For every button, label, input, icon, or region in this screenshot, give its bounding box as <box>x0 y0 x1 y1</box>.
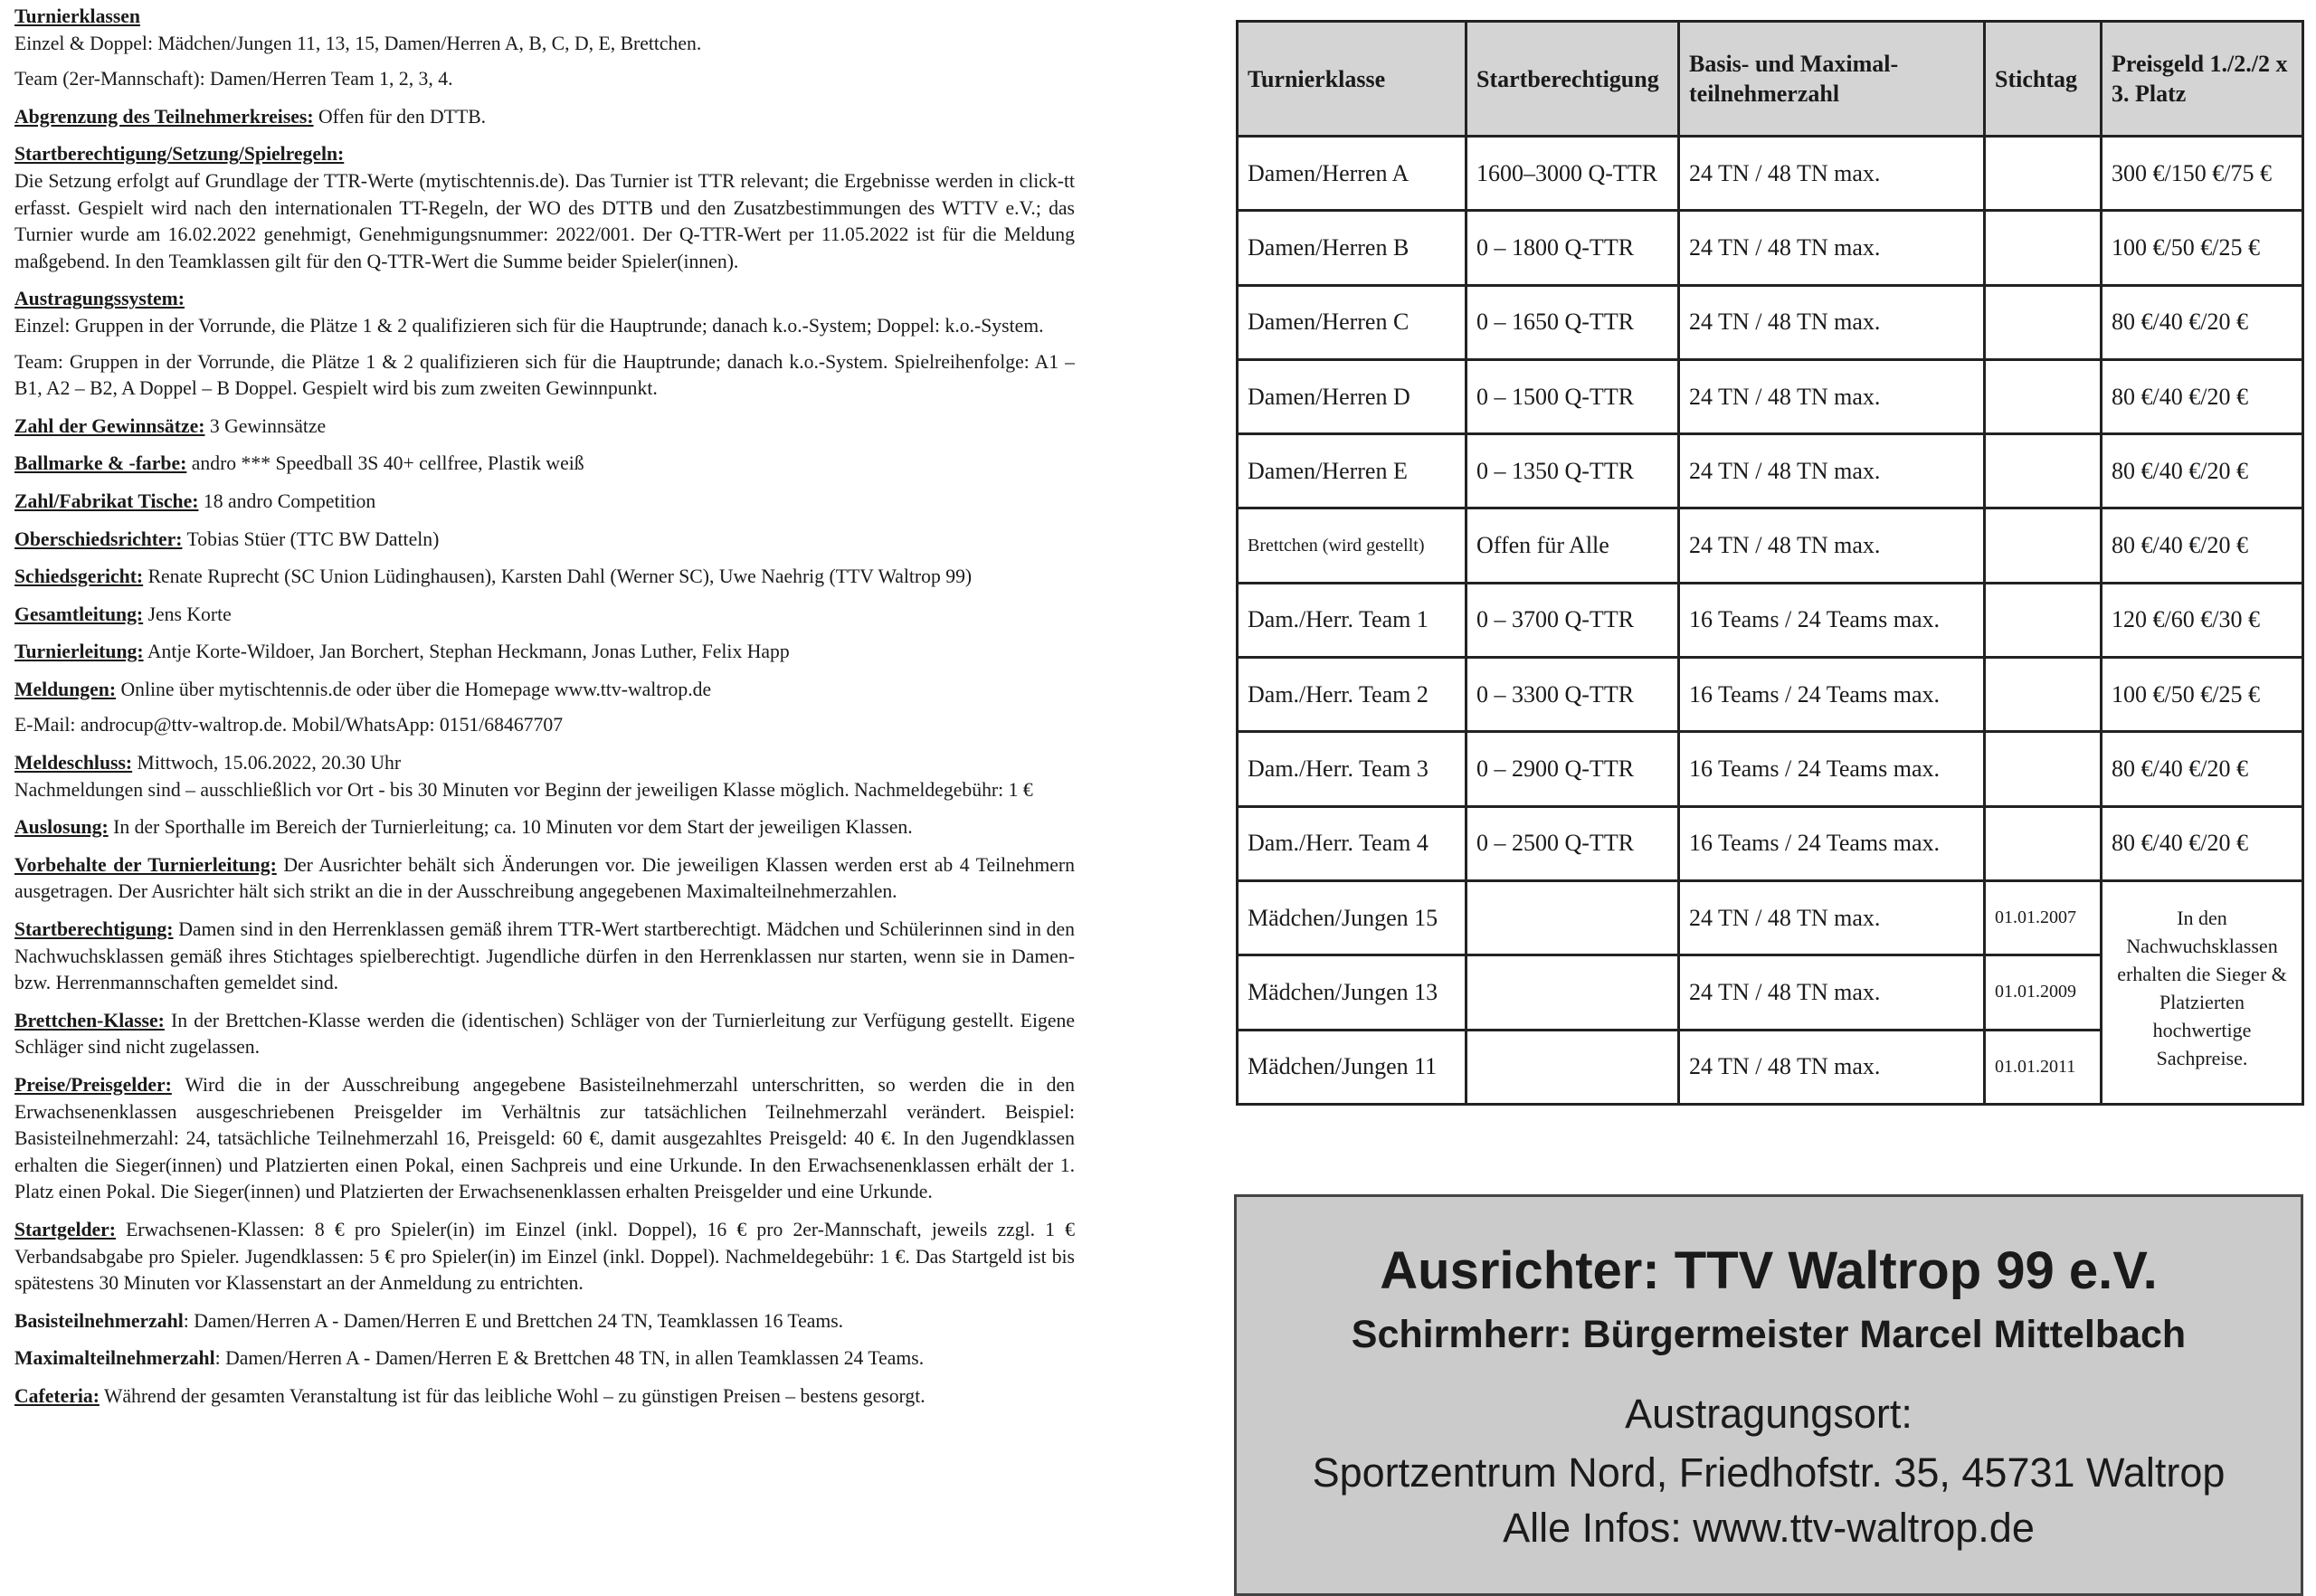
website-line: Alle Infos: www.ttv-waltrop.de <box>1503 1505 2035 1551</box>
cell-stichtag <box>1985 211 2102 285</box>
text-ballmarke: andro *** Speedball 3S 40+ cellfree, Plastik weiß <box>186 452 584 475</box>
cell-stichtag: 01.01.2011 <box>1985 1030 2102 1104</box>
cell-stichtag <box>1985 508 2102 583</box>
cell-tn: 24 TN / 48 TN max. <box>1679 880 1985 955</box>
text-contact: E-Mail: androcup@ttv-waltrop.de. Mobil/WhatsApp: 0151/68467707 <box>14 714 564 736</box>
cell-tn: 24 TN / 48 TN max. <box>1679 434 1985 508</box>
section-startberechtigung-setzung <box>14 141 1075 275</box>
text-abgrenzung: Offen für den DTTB. <box>313 105 487 128</box>
heading-basisteilnehmerzahl: Basisteilnehmerzahl <box>14 1309 184 1332</box>
table-row <box>1238 880 2303 955</box>
cell-preis: 120 €/60 €/30 € <box>2102 583 2303 657</box>
turnierklassen-team: Team (2er-Mannschaft): Damen/Herren Team 1, 2, 3, 4. <box>14 68 453 90</box>
text-auslosung: In der Sporthalle im Bereich der Turnierleitung; ca. 10 Minuten vor dem Start der jeweiligen Klassen. <box>108 816 913 839</box>
cell-tn: 24 TN / 48 TN max. <box>1679 211 1985 285</box>
cell-preis: 80 €/40 €/20 € <box>2102 732 2303 806</box>
table-row <box>1238 583 2303 657</box>
header-turnierklasse: Turnierklasse <box>1238 22 1466 137</box>
text-meldungen: Online über mytischtennis.de oder über die Homepage www.ttv-waltrop.de <box>116 678 712 700</box>
section-gesamtleitung <box>14 602 1075 629</box>
ort-address: Sportzentrum Nord, Friedhofstr. 35, 45731 Waltrop <box>1312 1449 2226 1496</box>
cell-klasse: Dam./Herr. Team 4 <box>1238 806 1466 880</box>
section-brettchen <box>14 1008 1075 1061</box>
heading-vorbehalte: Vorbehalte der Turnierleitung: <box>14 853 277 876</box>
heading-gewinnsaetze: Zahl der Gewinnsätze: <box>14 414 205 437</box>
table-row <box>1238 285 2303 359</box>
text-basisteilnehmerzahl: : Damen/Herren A - Damen/Herren E und Brettchen 24 TN, Teamklassen 16 Teams. <box>183 1309 844 1332</box>
text-vorbehalte: Der Ausrichter behält sich Änderungen vor. Die jeweiligen Klassen werden erst ab 4 Teilnehmern ausgetragen. Der Ausrichter hält sich strikt an die in der Ausschreibung angegebenen Maximalteilnehmerzahlen. <box>14 853 1075 903</box>
cell-klasse: Damen/Herren C <box>1238 285 1466 359</box>
heading-ballmarke: Ballmarke & -farbe: <box>14 452 187 475</box>
section-schiedsgericht <box>14 564 1075 591</box>
cell-start: 1600–3000 Q-TTR <box>1466 137 1679 211</box>
heading-cafeteria: Cafeteria: <box>14 1384 100 1407</box>
section-auslosung <box>14 814 1075 841</box>
cell-stichtag <box>1985 658 2102 732</box>
youth-prize-note: In den Nachwuchsklassen erhalten die Sieger & Platzierten hochwertige Sachpreise. <box>2102 880 2303 1104</box>
cell-tn: 24 TN / 48 TN max. <box>1679 137 1985 211</box>
heading-brettchen: Brettchen-Klasse: <box>14 1009 165 1031</box>
turnierklassen-einzel: Einzel & Doppel: Mädchen/Jungen 11, 13, 15, Damen/Herren A, B, C, D, E, Brettchen. <box>14 32 702 54</box>
header-preisgeld: Preisgeld 1./2./2 x 3. Platz <box>2102 22 2303 137</box>
text-startberechtigung-setzung: Die Setzung erfolgt auf Grundlage der TTR-Werte (mytischtennis.de). Das Turnier ist TTR relevant; die Ergebnisse werden in click-tt erfasst. Gespielt wird nach den internationalen TT-Regeln, der WO des DTTB und den Zusatzbestimmungen des WTTV e.V.; das Turnier wurde am 16.02.2022 genehmigt, Genehmigungsnummer: 2022/001. Der Q-TTR-Wert per 11.05.2022 ist für die Meldung maßgebend. In den Teamklassen gilt für den Q-TTR-Wert die Summe beider Spieler(innen). <box>14 169 1075 272</box>
cell-tn: 24 TN / 48 TN max. <box>1679 359 1985 433</box>
section-vorbehalte <box>14 852 1075 906</box>
cell-tn: 16 Teams / 24 Teams max. <box>1679 732 1985 806</box>
cell-tn: 24 TN / 48 TN max. <box>1679 955 1985 1030</box>
cell-klasse: Dam./Herr. Team 1 <box>1238 583 1466 657</box>
cell-start <box>1466 880 1679 955</box>
cell-start: 0 – 1350 Q-TTR <box>1466 434 1679 508</box>
cell-stichtag: 01.01.2007 <box>1985 880 2102 955</box>
text-tische: 18 andro Competition <box>198 489 376 512</box>
cell-klasse: Mädchen/Jungen 15 <box>1238 880 1466 955</box>
text-gewinnsaetze: 3 Gewinnsätze <box>204 414 327 437</box>
header-stichtag: Stichtag <box>1985 22 2102 137</box>
table-row <box>1238 658 2303 732</box>
cell-stichtag <box>1985 434 2102 508</box>
table-row <box>1238 359 2303 433</box>
section-turnierklassen <box>14 4 1075 93</box>
cell-preis: 80 €/40 €/20 € <box>2102 806 2303 880</box>
text-turnierleitung: Antje Korte-Wildoer, Jan Borchert, Stephan Heckmann, Jonas Luther, Felix Happ <box>143 641 790 663</box>
text-maximalteilnehmerzahl: : Damen/Herren A - Damen/Herren E & Brettchen 48 TN, in allen Teamklassen 24 Teams. <box>214 1347 925 1370</box>
heading-abgrenzung: Abgrenzung des Teilnehmerkreises: <box>14 105 314 128</box>
text-cafeteria: Während der gesamten Veranstaltung ist für das leibliche Wohl – zu günstigen Preisen – bestens gesorgt. <box>99 1384 925 1407</box>
cell-start <box>1466 955 1679 1030</box>
organizer-info-box <box>1234 1194 2303 1596</box>
heading-meldungen: Meldungen: <box>14 678 117 700</box>
cell-tn: 16 Teams / 24 Teams max. <box>1679 583 1985 657</box>
heading-turnierklassen: Turnierklassen <box>14 5 140 27</box>
cell-preis: 80 €/40 €/20 € <box>2102 359 2303 433</box>
text-meldeschluss: Mittwoch, 15.06.2022, 20.30 Uhr <box>132 752 402 774</box>
cell-start: Offen für Alle <box>1466 508 1679 583</box>
cell-preis: 300 €/150 €/75 € <box>2102 137 2303 211</box>
cell-klasse: Mädchen/Jungen 13 <box>1238 955 1466 1030</box>
table-header-row <box>1238 22 2303 137</box>
header-startberechtigung: Startberechtigung <box>1466 22 1679 137</box>
table-row <box>1238 137 2303 211</box>
text-gesamtleitung: Jens Korte <box>143 603 232 625</box>
heading-meldeschluss: Meldeschluss: <box>14 752 133 774</box>
cell-tn: 24 TN / 48 TN max. <box>1679 285 1985 359</box>
heading-maximalteilnehmerzahl: Maximalteilnehmerzahl <box>14 1347 215 1370</box>
heading-startgelder: Startgelder: <box>14 1218 117 1240</box>
cell-start: 0 – 3300 Q-TTR <box>1466 658 1679 732</box>
cell-tn: 24 TN / 48 TN max. <box>1679 508 1985 583</box>
cell-klasse: Damen/Herren D <box>1238 359 1466 433</box>
section-abgrenzung <box>14 104 1075 131</box>
cell-stichtag <box>1985 806 2102 880</box>
section-startgelder <box>14 1217 1075 1297</box>
section-austragungssystem <box>14 286 1075 402</box>
text-schiedsgericht: Renate Ruprecht (SC Union Lüdinghausen), Karsten Dahl (Werner SC), Uwe Naehrig (TTV Waltrop 99) <box>143 565 973 588</box>
cell-start: 0 – 1650 Q-TTR <box>1466 285 1679 359</box>
cell-stichtag <box>1985 583 2102 657</box>
rules-column <box>14 4 1075 1421</box>
heading-austragungssystem: Austragungssystem: <box>14 288 185 310</box>
heading-schiedsgericht: Schiedsgericht: <box>14 565 144 588</box>
cell-stichtag <box>1985 359 2102 433</box>
text-brettchen: In der Brettchen-Klasse werden die (identischen) Schläger von der Turnierleitung zur Verfügung gestellt. Eigene Schläger sind nicht zugelassen. <box>14 1009 1075 1059</box>
cell-tn: 24 TN / 48 TN max. <box>1679 1030 1985 1104</box>
cell-klasse: Damen/Herren E <box>1238 434 1466 508</box>
cell-start: 0 – 3700 Q-TTR <box>1466 583 1679 657</box>
cell-preis: 80 €/40 €/20 € <box>2102 508 2303 583</box>
cell-preis: 80 €/40 €/20 € <box>2102 285 2303 359</box>
cell-tn: 16 Teams / 24 Teams max. <box>1679 658 1985 732</box>
section-meldeschluss <box>14 750 1075 803</box>
section-ballmarke <box>14 451 1075 478</box>
heading-startberechtigung-setzung: Startberechtigung/Setzung/Spielregeln: <box>14 143 345 166</box>
ausrichter-title: Ausrichter: TTV Waltrop 99 e.V. <box>1380 1241 2158 1300</box>
section-maximalteilnehmerzahl <box>14 1345 1075 1373</box>
table-row <box>1238 732 2303 806</box>
ort-label: Austragungsort: <box>1625 1391 1913 1437</box>
cell-klasse: Mädchen/Jungen 11 <box>1238 1030 1466 1104</box>
section-gewinnsaetze <box>14 413 1075 441</box>
section-startberechtigung <box>14 917 1075 997</box>
cell-start <box>1466 1030 1679 1104</box>
cell-preis: 100 €/50 €/25 € <box>2102 211 2303 285</box>
tournament-class-table <box>1236 20 2304 1106</box>
text-oberschiedsrichter: Tobias Stüer (TTC BW Datteln) <box>182 527 440 550</box>
heading-gesamtleitung: Gesamtleitung: <box>14 603 144 625</box>
table-row <box>1238 434 2303 508</box>
cell-stichtag <box>1985 137 2102 211</box>
section-meldungen <box>14 677 1075 739</box>
section-cafeteria <box>14 1383 1075 1411</box>
cell-start: 0 – 2900 Q-TTR <box>1466 732 1679 806</box>
section-basisteilnehmerzahl <box>14 1308 1075 1335</box>
cell-klasse: Dam./Herr. Team 2 <box>1238 658 1466 732</box>
text-preise: Wird die in der Ausschreibung angegebene Basisteilnehmerzahl unterschritten, so werden die in den Erwachsenenklassen ausgeschriebenen Preisgelder im Verhältnis zur tatsächlichen Teilnehmerzahl verändert. Beispiel: Basisteilnehmerzahl: 24, tatsächliche Teilnehmerzahl 16, Preisgeld: 60 €, damit ausgezahltes Preisgeld: 40 €. In den Jugendklassen erhalten die Sieger(innen) und Platzierten einen Pokal, einen Sachpreis und eine Urkunde. In den Erwachsenenklassen erhält der 1. Platz einen Pokal. Die Sieger(innen) und Platzierten der Erwachsenenklassen erhalten Preisgelder und eine Urkunde. <box>14 1074 1075 1203</box>
section-tische <box>14 489 1075 516</box>
cell-start: 0 – 1800 Q-TTR <box>1466 211 1679 285</box>
cell-start: 0 – 2500 Q-TTR <box>1466 806 1679 880</box>
text-austragung-einzel: Einzel: Gruppen in der Vorrunde, die Plätze 1 & 2 qualifizieren sich für die Hauptrunde; danach k.o.-System; Doppel: k.o.-System. <box>14 314 1044 337</box>
heading-preise: Preise/Preisgelder: <box>14 1074 172 1096</box>
cell-klasse: Dam./Herr. Team 3 <box>1238 732 1466 806</box>
cell-start: 0 – 1500 Q-TTR <box>1466 359 1679 433</box>
cell-stichtag <box>1985 732 2102 806</box>
table-row <box>1238 508 2303 583</box>
heading-turnierleitung: Turnierleitung: <box>14 641 144 663</box>
heading-auslosung: Auslosung: <box>14 816 109 839</box>
heading-tische: Zahl/Fabrikat Tische: <box>14 489 199 512</box>
heading-oberschiedsrichter: Oberschiedsrichter: <box>14 527 183 550</box>
cell-tn: 16 Teams / 24 Teams max. <box>1679 806 1985 880</box>
header-teilnehmerzahl: Basis- und Maximal-teilnehmerzahl <box>1679 22 1985 137</box>
cell-preis: 100 €/50 €/25 € <box>2102 658 2303 732</box>
text-startgelder: Erwachsenen-Klassen: 8 € pro Spieler(in) im Einzel (inkl. Doppel), 16 € pro 2er-Mannschaft, jeweils zzgl. 1 € Verbandsabgabe pro Spieler. Jugendklassen: 5 € pro Spieler(in) im Einzel (inkl. Doppel). Nachmeldegebühr: 1 €. Das Startgeld ist bis spätestens 30 Minuten vor Klassenstart an der Anmeldung zu entrichten. <box>14 1218 1075 1295</box>
table-row <box>1238 211 2303 285</box>
section-oberschiedsrichter <box>14 527 1075 554</box>
cell-klasse: Brettchen (wird gestellt) <box>1238 508 1466 583</box>
text-austragung-team: Team: Gruppen in der Vorrunde, die Plätze 1 & 2 qualifizieren sich für die Hauptrunde; danach k.o.-System. Spielreihenfolge: A1 – B1, A2 – B2, A Doppel – B Doppel. Gespielt wird bis zum zweiten Gewinnpunkt. <box>14 350 1075 400</box>
table-row <box>1238 806 2303 880</box>
schirmherr-line: Schirmherr: Bürgermeister Marcel Mittelbach <box>1351 1313 2187 1356</box>
text-nachmeldungen: Nachmeldungen sind – ausschließlich vor Ort - bis 30 Minuten vor Beginn der jeweiligen Klasse möglich. Nachmeldegebühr: 1 € <box>14 778 1033 801</box>
cell-stichtag: 01.01.2009 <box>1985 955 2102 1030</box>
cell-preis: 80 €/40 €/20 € <box>2102 434 2303 508</box>
heading-startberechtigung: Startberechtigung: <box>14 918 174 941</box>
cell-stichtag <box>1985 285 2102 359</box>
section-preise <box>14 1072 1075 1206</box>
section-turnierleitung <box>14 639 1075 666</box>
text-startberechtigung: Damen sind in den Herrenklassen gemäß ihrem TTR-Wert startberechtigt. Mädchen und Schülerinnen sind in den Nachwuchsklassen gemäß ihres Stichtages spielberechtigt. Jugendliche dürfen in den Herrenklassen nur starten, wenn sie in Damen- bzw. Herrenmannschaften gemeldet sind. <box>14 918 1075 994</box>
cell-klasse: Damen/Herren B <box>1238 211 1466 285</box>
cell-klasse: Damen/Herren A <box>1238 137 1466 211</box>
